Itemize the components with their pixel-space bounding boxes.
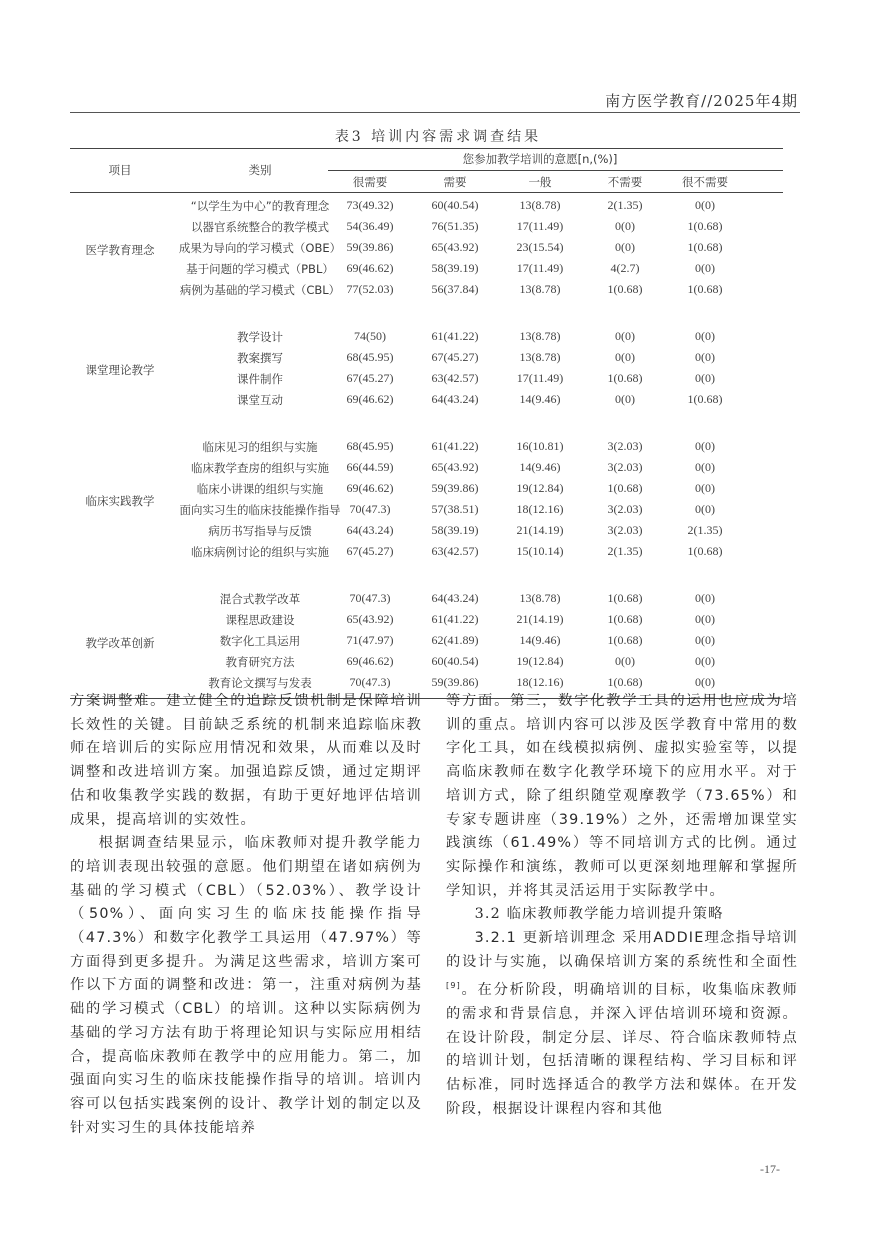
header-level: 不需要 — [607, 175, 643, 189]
value-cell: 0(0) — [695, 502, 715, 516]
value-cell: 2(1.35) — [687, 523, 723, 537]
value-cell: 0(0) — [615, 392, 635, 406]
value-cell: 1(0.68) — [607, 591, 643, 605]
value-cell: 63(42.57) — [431, 544, 479, 558]
value-cell: 4(2.7) — [610, 261, 640, 275]
value-cell: 17(11.49) — [516, 261, 564, 275]
value-cell: 64(43.24) — [431, 392, 479, 406]
paragraph: 等方面。第三，数字化教学工具的运用也应成为培训的重点。培训内容可以涉及医学教育中常用的数字化工具，如在线模拟病例、虚拟实验室等，以提高临床教师在数字化教学环境下的应用水平。对于培训方式，除了组织随堂观摩教学（73.65%）和专家专题讲座（39.19%）之外，还需增加课堂实践演练（61.49%）等不同培训方式的比例。通过实际操作和演练，教师可以更深刻地理解和掌握所学知识，并将其灵活运用于实际教学中。 — [446, 693, 798, 899]
category-cell: 教育研究方法 — [225, 655, 295, 669]
value-cell: 1(0.68) — [607, 612, 643, 626]
value-cell: 69(46.62) — [346, 654, 394, 668]
value-cell: 0(0) — [695, 460, 715, 474]
value-cell: 59(39.86) — [346, 240, 394, 254]
value-cell: 73(49.32) — [346, 198, 394, 212]
category-cell: 课堂互动 — [237, 393, 283, 407]
right-column — [446, 690, 798, 1121]
category-cell: 教学设计 — [237, 330, 283, 344]
paragraph-rest: 。在分析阶段，明确培训的目标，收集临床教师的需求和背景信息，并深入评估培训环境和资源。在设计阶段，制定分层、详尽、符合临床教师特点的培训计划，包括清晰的课程结构、学习目标和评估标准，同时选择适合的教学方法和媒体。在开发阶段，根据设计课程内容和其他 — [446, 982, 798, 1117]
value-cell: 74(50) — [354, 329, 386, 343]
table-title: 表3 培训内容需求调查结果 — [334, 129, 542, 145]
value-cell: 0(0) — [615, 350, 635, 364]
category-cell: 病历书写指导与反馈 — [208, 524, 312, 538]
value-cell: 65(43.92) — [431, 460, 479, 474]
value-cell: 3(2.03) — [607, 502, 643, 516]
value-cell: 65(43.92) — [346, 612, 394, 626]
header-item: 项目 — [108, 163, 132, 177]
value-cell: 77(52.03) — [346, 282, 394, 296]
value-cell: 64(43.24) — [346, 523, 394, 537]
page-number: -17- — [760, 1162, 780, 1176]
value-cell: 69(46.62) — [346, 261, 394, 275]
value-cell: 64(43.24) — [431, 591, 479, 605]
group-label: 教学改革创新 — [85, 635, 155, 650]
value-cell: 67(45.27) — [346, 544, 394, 558]
value-cell: 1(0.68) — [687, 544, 723, 558]
value-cell: 14(9.46) — [519, 392, 561, 406]
value-cell: 1(0.68) — [607, 371, 643, 385]
category-cell: 数字化工具运用 — [219, 634, 301, 648]
category-cell: 混合式教学改革 — [219, 592, 301, 606]
category-cell: “以学生为中心”的教育理念 — [190, 199, 330, 213]
value-cell: 0(0) — [695, 350, 715, 364]
category-cell: 临床教学查房的组织与实施 — [191, 461, 329, 475]
value-cell: 19(12.84) — [516, 654, 564, 668]
value-cell: 17(11.49) — [516, 219, 564, 233]
value-cell: 67(45.27) — [346, 371, 394, 385]
value-cell: 1(0.68) — [607, 282, 643, 296]
value-cell: 21(14.19) — [516, 612, 564, 626]
header-group: 您参加教学培训的意愿[n,(%)] — [462, 152, 618, 166]
value-cell: 19(12.84) — [516, 481, 564, 495]
value-cell: 13(8.78) — [519, 329, 561, 343]
value-cell: 68(45.95) — [346, 350, 394, 364]
category-cell: 面向实习生的临床技能操作指导 — [179, 503, 341, 517]
header-bottom-rule — [70, 192, 783, 193]
header-mid-rule — [328, 170, 783, 171]
paragraph: 根据调查结果显示，临床教师对提升教学能力的培训表现出较强的意愿。他们期望在诸如病例为基础的学习模式（CBL）（52.03%）、教学设计（50%）、面向实习生的临床技能操作指导（47.3%）和数字化教学工具运用（47.97%）等方面得到更多提升。为满足这些需求，培训方案可作以下方面的调整和改进：第一，注重对病例为基础的学习模式（CBL）的培训。这种以实际病例为基础的学习方法有助于将理论知识与实际应用相结合，提高临床教师在教学中的应用能力。第二，加强面向实习生的临床技能操作指导的培训。培训内容可以包括实践案例的设计、教学计划的制定以及针对实习生的具体技能培养 — [70, 835, 422, 1136]
value-cell: 1(0.68) — [687, 392, 723, 406]
value-cell: 59(39.86) — [431, 481, 479, 495]
category-cell: 病例为基础的学习模式（CBL） — [179, 283, 341, 297]
value-cell: 68(45.95) — [346, 439, 394, 453]
group-label: 临床实践教学 — [85, 494, 155, 508]
category-cell: 以器官系统整合的教学模式 — [191, 220, 329, 234]
category-cell: 成果为导向的学习模式（OBE） — [178, 241, 342, 255]
value-cell: 0(0) — [695, 612, 715, 626]
issue-label: //2025年4期 — [701, 92, 798, 110]
paragraph — [446, 927, 798, 1121]
journal-name: 南方医学教育 — [605, 92, 702, 110]
citation: [9] — [446, 981, 461, 991]
header-category: 类别 — [248, 163, 272, 177]
category-cell: 基于问题的学习模式（PBL） — [186, 262, 334, 276]
value-cell: 18(12.16) — [516, 502, 564, 516]
paragraph-lead: 3.2.1 更新培训理念 采用ADDIE理念指导培训的设计与实施，以确保培训方案的系统性和全面性 — [446, 930, 798, 970]
value-cell: 0(0) — [695, 654, 715, 668]
value-cell: 56(37.84) — [431, 282, 479, 296]
value-cell: 13(8.78) — [519, 282, 561, 296]
value-cell: 0(0) — [615, 219, 635, 233]
value-cell: 61(41.22) — [431, 329, 479, 343]
value-cell: 1(0.68) — [687, 219, 723, 233]
value-cell: 3(2.03) — [607, 460, 643, 474]
value-cell: 0(0) — [615, 329, 635, 343]
value-cell: 0(0) — [695, 633, 715, 647]
value-cell: 76(51.35) — [431, 219, 479, 233]
value-cell: 0(0) — [695, 675, 715, 689]
value-cell: 13(8.78) — [519, 350, 561, 364]
value-cell: 0(0) — [695, 371, 715, 385]
value-cell: 13(8.78) — [519, 198, 561, 212]
value-cell: 0(0) — [695, 481, 715, 495]
category-cell: 课程思政建设 — [225, 613, 295, 627]
header-level: 很不需要 — [682, 175, 728, 189]
value-cell: 61(41.22) — [431, 439, 479, 453]
value-cell: 63(42.57) — [431, 371, 479, 385]
value-cell: 17(11.49) — [516, 371, 564, 385]
value-cell: 70(47.3) — [349, 591, 391, 605]
table-top-rule — [70, 148, 783, 149]
value-cell: 1(0.68) — [607, 675, 643, 689]
paragraph: 方案调整难。建立健全的追踪反馈机制是保障培训长效性的关键。目前缺乏系统的机制来追踪临床教师在培训后的实际应用情况和效果，从而难以及时调整和改进培训方案。加强追踪反馈，通过定期评估和收集教学实践的数据，有助于更好地评估培训成果，提高培训的实效性。 — [70, 693, 422, 828]
value-cell: 65(43.92) — [431, 240, 479, 254]
value-cell: 60(40.54) — [431, 198, 479, 212]
value-cell: 62(41.89) — [431, 633, 479, 647]
value-cell: 58(39.19) — [431, 261, 479, 275]
value-cell: 1(0.68) — [687, 282, 723, 296]
value-cell: 70(47.3) — [349, 502, 391, 516]
value-cell: 60(40.54) — [431, 654, 479, 668]
category-cell: 课件制作 — [237, 372, 283, 386]
value-cell: 69(46.62) — [346, 481, 394, 495]
value-cell: 13(8.78) — [519, 591, 561, 605]
category-cell: 临床小讲课的组织与实施 — [196, 482, 324, 496]
value-cell: 0(0) — [695, 329, 715, 343]
group-label: 课堂理论教学 — [85, 363, 155, 377]
value-cell: 71(47.97) — [346, 633, 394, 647]
value-cell: 54(36.49) — [346, 219, 394, 233]
value-cell: 14(9.46) — [519, 633, 561, 647]
value-cell: 70(47.3) — [349, 675, 391, 689]
value-cell: 14(9.46) — [519, 460, 561, 474]
category-cell: 教案撰写 — [237, 351, 283, 365]
value-cell: 0(0) — [695, 261, 715, 275]
value-cell: 18(12.16) — [516, 675, 564, 689]
value-cell: 61(41.22) — [431, 612, 479, 626]
value-cell: 2(1.35) — [607, 544, 643, 558]
category-cell: 临床见习的组织与实施 — [202, 440, 318, 454]
value-cell: 16(10.81) — [516, 439, 564, 453]
value-cell: 2(1.35) — [607, 198, 643, 212]
value-cell: 3(2.03) — [607, 439, 643, 453]
value-cell: 1(0.68) — [607, 633, 643, 647]
category-cell: 教育论文撰写与发表 — [208, 676, 312, 690]
header-level: 一般 — [528, 175, 552, 189]
value-cell: 0(0) — [615, 654, 635, 668]
value-cell: 57(38.51) — [431, 502, 479, 516]
value-cell: 67(45.27) — [431, 350, 479, 364]
value-cell: 0(0) — [695, 439, 715, 453]
value-cell: 21(14.19) — [516, 523, 564, 537]
value-cell: 59(39.86) — [431, 675, 479, 689]
left-column — [70, 690, 422, 1140]
value-cell: 0(0) — [615, 240, 635, 254]
value-cell: 15(10.14) — [516, 544, 564, 558]
value-cell: 23(15.54) — [516, 240, 564, 254]
section-heading: 3.2 临床教师教学能力培训提升策略 — [474, 906, 724, 923]
running-header — [70, 90, 800, 113]
group-label: 医学教育理念 — [85, 242, 155, 257]
header-level: 需要 — [443, 175, 467, 189]
header-level: 很需要 — [352, 175, 388, 189]
category-cell: 临床病例讨论的组织与实施 — [191, 545, 329, 559]
value-cell: 66(44.59) — [346, 460, 394, 474]
value-cell: 0(0) — [695, 591, 715, 605]
value-cell: 3(2.03) — [607, 523, 643, 537]
value-cell: 1(0.68) — [687, 240, 723, 254]
value-cell: 0(0) — [695, 198, 715, 212]
value-cell: 69(46.62) — [346, 392, 394, 406]
journal-issue — [605, 90, 798, 111]
value-cell: 58(39.19) — [431, 523, 479, 537]
value-cell: 1(0.68) — [607, 481, 643, 495]
